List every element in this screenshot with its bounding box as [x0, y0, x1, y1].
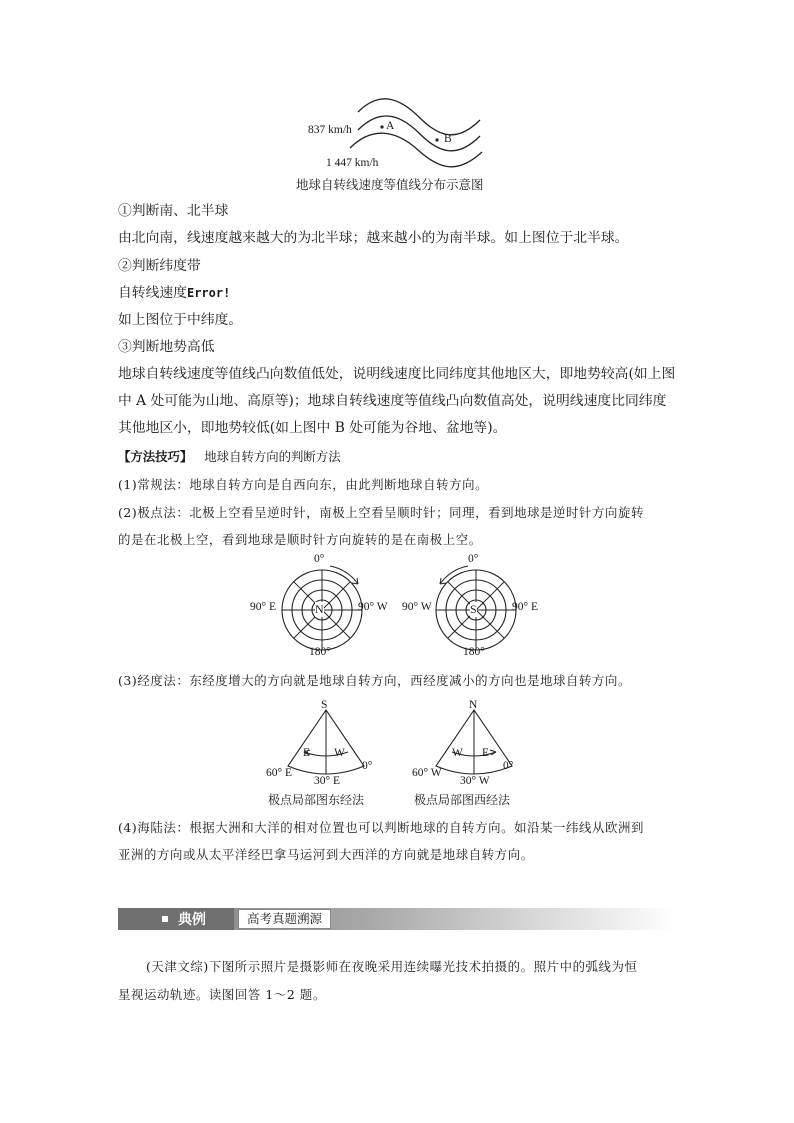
example-title: 典例	[178, 912, 206, 928]
sector-east-caption: 极点局部图东经法	[268, 793, 365, 807]
section3-line: 中 A 处可能为山地、高原等)；地球自转线速度等值线凸向数值高处，说明线速度比同纬度	[118, 393, 667, 409]
isoline-label-1447: 1 447 km/h	[326, 157, 379, 169]
sector-east-pole: S	[321, 699, 328, 711]
section3-heading: ③判断地势高低	[118, 339, 215, 355]
point-a-label: A	[386, 120, 395, 132]
sector-west-caption: 极点局部图西经法	[414, 793, 511, 807]
north-bottom-label: 180°	[309, 646, 331, 658]
sector-east-thirty: 30° E	[314, 775, 340, 787]
sector-east-e: E	[303, 747, 311, 759]
tips-title: 地球自转方向的判断方法	[204, 449, 341, 464]
sector-west-w: W	[452, 747, 463, 759]
south-left-label: 90° W	[402, 601, 432, 613]
south-right-label: 90° E	[512, 601, 538, 613]
sector-west-pole: N	[469, 699, 478, 711]
sector-east-w: W	[334, 747, 345, 759]
example-banner	[118, 908, 676, 930]
section2-error-text: Error!	[186, 286, 231, 300]
example-line2: 星视运动轨迹。读图回答 1～2 题。	[118, 987, 326, 1002]
sector-west-thirty: 30° W	[460, 775, 490, 787]
north-right-label: 90° W	[358, 601, 388, 613]
sector-east-sixty: 60° E	[266, 767, 292, 779]
section1-heading: ①判断南、北半球	[118, 203, 229, 219]
south-center-label: S	[470, 602, 477, 616]
section1-body: 由北向南，线速度越来越大的为北半球；越来越小的为南半球。如上图位于北半球。	[118, 230, 629, 246]
tips-p4-line2: 亚洲的方向或从太平洋经巴拿马运河到大西洋的方向就是地球自转方向。	[118, 847, 534, 862]
tips-tag: 【方法技巧】	[118, 449, 193, 464]
tips-p4-line1: (4)海陆法：根据大洲和大洋的相对位置也可以判断地球的自转方向。如沿某一纬线从欧洲到	[118, 820, 644, 835]
example-banner-head	[118, 908, 234, 930]
sector-west-zero: 0°	[503, 760, 514, 772]
north-center-label: N	[315, 602, 324, 616]
south-top-label: 0°	[468, 553, 479, 565]
section2-body	[118, 283, 678, 303]
north-left-label: 90° E	[250, 601, 276, 613]
isoline-label-837: 837 km/h	[308, 124, 352, 136]
tips-p3: (3)经度法：东经度增大的方向就是地球自转方向，西经度减小的方向也是地球自转方向。	[118, 673, 631, 688]
tips-p2-line2: 的是在北极上空，看到地球是顺时针方向旋转的是在南极上空。	[118, 532, 482, 547]
sector-east-shape	[276, 706, 376, 776]
point-b-label: B	[444, 133, 452, 145]
sector-west-e: E	[482, 747, 490, 759]
example-line1: (天津文综)下图所示照片是摄影师在夜晚采用连续曝光技术拍摄的。照片中的弧线为恒	[146, 959, 638, 974]
section2-body-prefix: 自转线速度	[118, 285, 187, 301]
isoline-caption: 地球自转线速度等值线分布示意图	[296, 177, 484, 192]
section3-line: 其他地区小，即地势较低(如上图中 B 处可能为谷地、盆地等)。	[118, 420, 507, 436]
square-bullet-icon	[162, 916, 168, 922]
tips-heading	[118, 447, 678, 467]
section3-line: 地球自转线速度等值线凸向数值低处，说明线速度比同纬度其他地区大，即地势较高(如上图	[118, 366, 676, 382]
section2-heading: ②判断纬度带	[118, 258, 201, 274]
south-bottom-label: 180°	[463, 646, 485, 658]
tips-p1: (1)常规法：地球自转方向是自西向东，由此判断地球自转方向。	[118, 477, 489, 492]
tips-p2-line1: (2)极点法：北极上空看呈逆时针，南极上空看呈顺时针；同理，看到地球是逆时针方向旋转	[118, 505, 644, 520]
section2-body2: 如上图位于中纬度。	[118, 312, 243, 328]
example-tab: 高考真题溯源	[238, 909, 331, 929]
sector-east-zero: 0°	[362, 760, 373, 772]
north-top-label: 0°	[314, 553, 325, 565]
sector-west-sixty: 60° W	[412, 767, 442, 779]
